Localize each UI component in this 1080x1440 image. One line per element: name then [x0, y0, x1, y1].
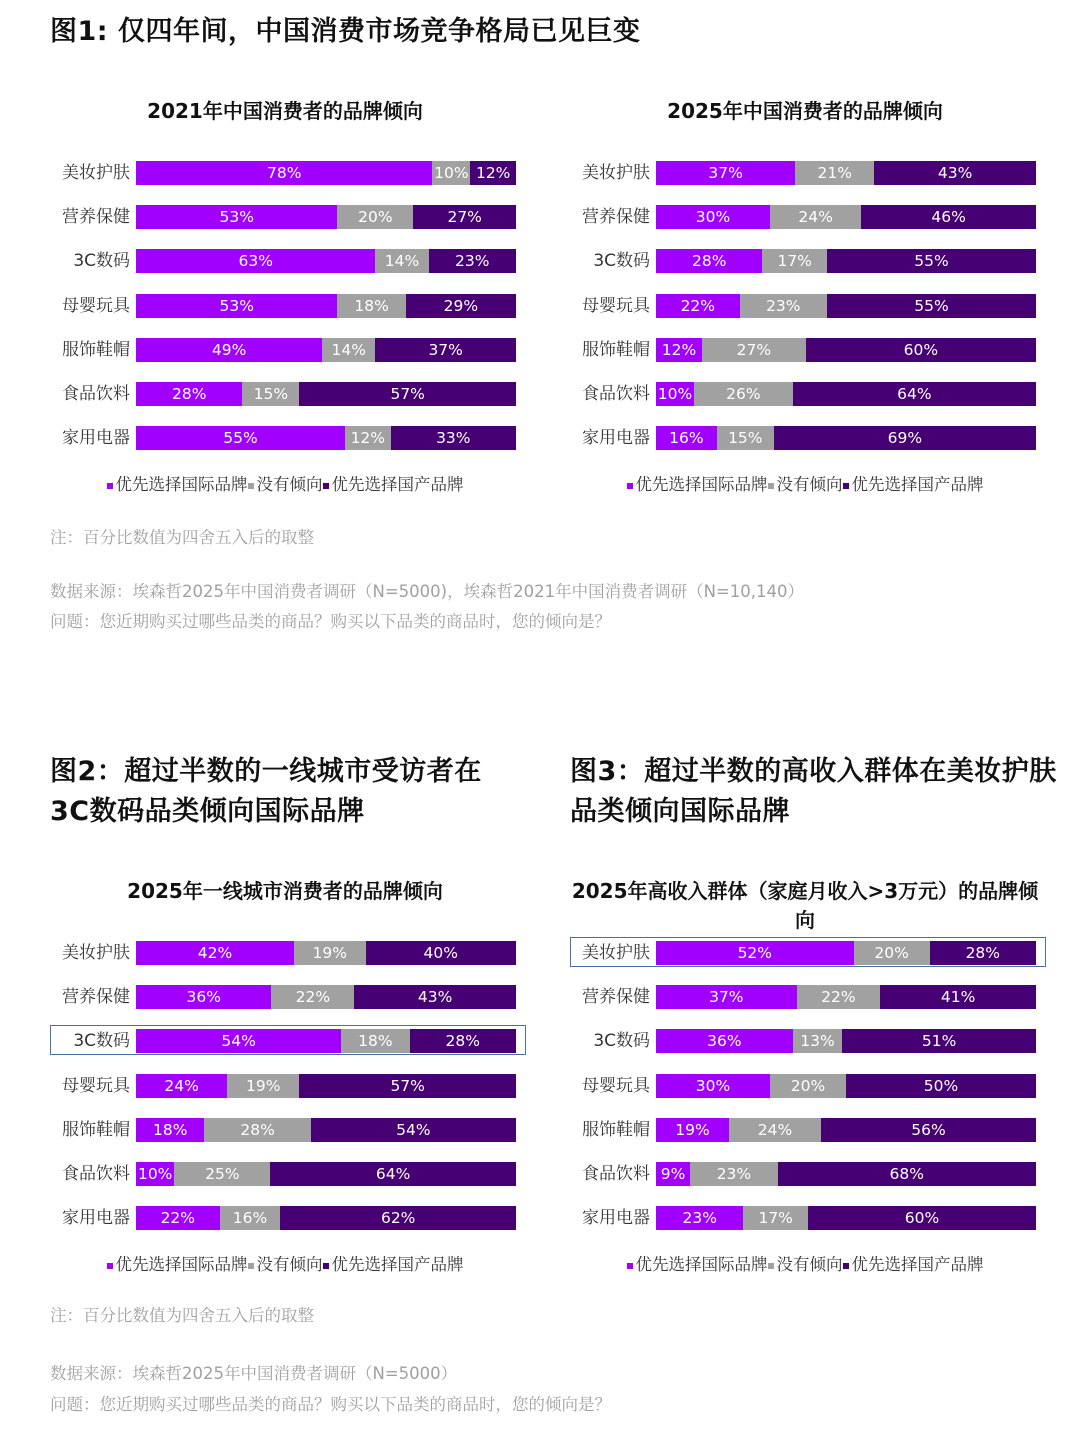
- bar-row: [50, 941, 520, 965]
- intl-segment: 53%: [136, 294, 337, 318]
- bar-row: [50, 338, 520, 362]
- legend-item: [768, 471, 843, 495]
- stacked-bar: [656, 1206, 1036, 1230]
- category-label: 服饰鞋帽: [62, 339, 130, 360]
- legend-item: [107, 471, 248, 495]
- none-segment: 17%: [762, 249, 827, 273]
- category-label: 3C数码: [73, 251, 130, 272]
- intl-segment: 49%: [136, 338, 322, 362]
- legend-swatch: [843, 1263, 849, 1269]
- stacked-bar: [136, 1162, 516, 1186]
- none-segment: 27%: [702, 338, 806, 362]
- dom-segment: 64%: [270, 1162, 516, 1186]
- intl-segment: 42%: [136, 941, 294, 965]
- legend-label: 优先选择国产品牌: [331, 1255, 464, 1275]
- bar-row: [570, 205, 1040, 229]
- none-segment: 12%: [345, 426, 391, 450]
- none-segment: 18%: [337, 294, 405, 318]
- bar-row: [50, 205, 520, 229]
- stacked-bar: [136, 1118, 516, 1142]
- stacked-bar: [136, 161, 516, 185]
- dom-segment: 55%: [827, 249, 1036, 273]
- dom-segment: 27%: [413, 205, 516, 229]
- intl-segment: 30%: [656, 205, 770, 229]
- legend: [50, 471, 520, 495]
- stacked-bar: [136, 249, 516, 273]
- bar-row: [570, 1206, 1040, 1230]
- intl-segment: 30%: [656, 1074, 770, 1098]
- stacked-bar: [656, 161, 1036, 185]
- chart-title: 2025年高收入群体（家庭月收入>3万元）的品牌倾向: [571, 879, 1039, 932]
- chart-title: 2025年中国消费者的品牌倾向: [667, 99, 943, 123]
- dom-segment: 60%: [808, 1206, 1036, 1230]
- legend-label: 优先选择国际品牌: [635, 1255, 768, 1275]
- category-label: 3C数码: [73, 1031, 130, 1052]
- legend-swatch: [107, 1263, 113, 1269]
- stacked-bar: [656, 294, 1036, 318]
- dom-segment: 28%: [410, 1029, 516, 1053]
- legend-item: [248, 471, 323, 495]
- none-segment: 22%: [797, 985, 881, 1009]
- legend-swatch: [248, 1263, 254, 1269]
- bar-row: [50, 1029, 520, 1053]
- dom-segment: 43%: [354, 985, 516, 1009]
- none-segment: 21%: [795, 161, 874, 185]
- intl-segment: 28%: [656, 249, 762, 273]
- legend-swatch: [323, 1263, 329, 1269]
- category-label: 服饰鞋帽: [582, 1119, 650, 1140]
- intl-segment: 22%: [136, 1206, 220, 1230]
- dom-segment: 62%: [280, 1206, 516, 1230]
- intl-segment: 37%: [656, 161, 795, 185]
- category-label: 家用电器: [582, 1208, 650, 1229]
- figure1-question: 问题：您近期购买过哪些品类的商品？购买以下品类的商品时，您的倾向是？: [50, 612, 611, 631]
- bar-row: [50, 985, 520, 1009]
- intl-segment: 12%: [656, 338, 702, 362]
- none-segment: 20%: [770, 1074, 846, 1098]
- none-segment: 14%: [322, 338, 375, 362]
- bar-row: [50, 294, 520, 318]
- legend-item: [627, 471, 768, 495]
- legend-swatch: [627, 1263, 633, 1269]
- stacked-bar: [656, 1118, 1036, 1142]
- legend-swatch: [248, 483, 254, 489]
- legend-swatch: [768, 483, 774, 489]
- intl-segment: 53%: [136, 205, 337, 229]
- legend: [50, 1251, 520, 1275]
- intl-segment: 23%: [656, 1206, 743, 1230]
- intl-segment: 78%: [136, 161, 432, 185]
- intl-segment: 37%: [656, 985, 797, 1009]
- stacked-bar: [656, 985, 1036, 1009]
- figure2-title: [50, 752, 482, 832]
- intl-segment: 22%: [656, 294, 740, 318]
- intl-segment: 28%: [136, 382, 242, 406]
- legend-label: 没有倾向: [776, 475, 843, 495]
- category-label: 营养保健: [62, 207, 130, 228]
- stacked-bar: [656, 205, 1036, 229]
- none-segment: 10%: [432, 161, 470, 185]
- bar-row: [570, 1029, 1040, 1053]
- figure3-title: [570, 752, 1057, 832]
- none-segment: 18%: [341, 1029, 409, 1053]
- legend-item: [248, 1251, 323, 1275]
- dom-segment: 68%: [778, 1162, 1036, 1186]
- none-segment: 25%: [174, 1162, 270, 1186]
- bar-row: [570, 294, 1040, 318]
- bar-row: [570, 941, 1040, 965]
- intl-segment: 52%: [656, 941, 854, 965]
- legend-label: 优先选择国产品牌: [331, 475, 464, 495]
- category-label: 3C数码: [593, 251, 650, 272]
- intl-segment: 9%: [656, 1162, 690, 1186]
- figure1-title: 图1: 仅四年间，中国消费市场竞争格局已见巨变: [50, 16, 641, 47]
- intl-segment: 63%: [136, 249, 375, 273]
- dom-segment: 12%: [470, 161, 516, 185]
- stacked-bar: [136, 205, 516, 229]
- bar-row: [50, 161, 520, 185]
- bar-row: [50, 1074, 520, 1098]
- figure1-note: 注：百分比数值为四舍五入后的取整: [50, 528, 314, 547]
- category-label: 营养保健: [62, 987, 130, 1008]
- stacked-bar: [136, 1074, 516, 1098]
- category-label: 食品饮料: [582, 1164, 650, 1184]
- legend-label: 没有倾向: [776, 1255, 843, 1275]
- dom-segment: 51%: [842, 1029, 1036, 1053]
- none-segment: 16%: [220, 1206, 281, 1230]
- category-label: 营养保健: [582, 987, 650, 1008]
- bottom-note: 注：百分比数值为四舍五入后的取整: [50, 1306, 314, 1325]
- category-label: 母婴玩具: [582, 1075, 650, 1096]
- legend-label: 优先选择国际品牌: [635, 475, 768, 495]
- legend-item: [323, 471, 464, 495]
- dom-segment: 60%: [806, 338, 1036, 362]
- dom-segment: 46%: [861, 205, 1036, 229]
- legend-label: 优先选择国产品牌: [851, 475, 984, 495]
- chart-2025-brand-preference: [570, 95, 1040, 515]
- intl-segment: 10%: [656, 382, 694, 406]
- bar-row: [570, 1118, 1040, 1142]
- bottom-question: 问题：您近期购买过哪些品类的商品？购买以下品类的商品时，您的倾向是？: [50, 1395, 611, 1414]
- dom-segment: 28%: [930, 941, 1036, 965]
- stacked-bar: [136, 338, 516, 362]
- bottom-source: 数据来源：埃森哲2025年中国消费者调研（N=5000）: [50, 1364, 458, 1383]
- none-segment: 22%: [271, 985, 354, 1009]
- bar-row: [50, 1118, 520, 1142]
- none-segment: 20%: [854, 941, 930, 965]
- legend-swatch: [107, 483, 113, 489]
- category-label: 家用电器: [62, 1208, 130, 1229]
- category-label: 食品饮料: [582, 384, 650, 404]
- stacked-bar: [656, 1029, 1036, 1053]
- legend-swatch: [768, 1263, 774, 1269]
- category-label: 美妆护肤: [62, 943, 130, 963]
- bar-row: [50, 426, 520, 450]
- none-segment: 24%: [770, 205, 861, 229]
- category-label: 美妆护肤: [582, 163, 650, 183]
- legend-item: [768, 1251, 843, 1275]
- category-label: 家用电器: [582, 428, 650, 449]
- legend-item: [107, 1251, 248, 1275]
- bar-row: [570, 249, 1040, 273]
- chart-title: 2021年中国消费者的品牌倾向: [147, 99, 423, 123]
- stacked-bar: [656, 249, 1036, 273]
- intl-segment: 36%: [656, 1029, 793, 1053]
- category-label: 营养保健: [582, 207, 650, 228]
- dom-segment: 43%: [874, 161, 1036, 185]
- stacked-bar: [136, 382, 516, 406]
- bar-row: [570, 338, 1040, 362]
- dom-segment: 29%: [406, 294, 516, 318]
- legend-item: [627, 1251, 768, 1275]
- stacked-bar: [136, 1206, 516, 1230]
- chart-title: 2025年一线城市消费者的品牌倾向: [127, 879, 443, 903]
- bar-row: [570, 1074, 1040, 1098]
- dom-segment: 33%: [391, 426, 516, 450]
- figure3-title-line1: 图3：超过半数的高收入群体在美妆护肤: [570, 756, 1057, 787]
- none-segment: 14%: [375, 249, 428, 273]
- legend-item: [843, 471, 984, 495]
- category-label: 食品饮料: [62, 384, 130, 404]
- none-segment: 23%: [690, 1162, 777, 1186]
- stacked-bar: [136, 1029, 516, 1053]
- none-segment: 17%: [743, 1206, 808, 1230]
- chart-2021-brand-preference: [50, 95, 520, 515]
- category-label: 家用电器: [62, 428, 130, 449]
- figure3-title-line2: 品类倾向国际品牌: [570, 796, 790, 827]
- dom-segment: 64%: [793, 382, 1036, 406]
- figure1-source: 数据来源：埃森哲2025年中国消费者调研（N=5000)，埃森哲2021年中国消费者调研（N=10,140）: [50, 582, 804, 601]
- stacked-bar: [656, 338, 1036, 362]
- bar-row: [50, 382, 520, 406]
- category-label: 母婴玩具: [62, 295, 130, 316]
- stacked-bar: [136, 985, 516, 1009]
- dom-segment: 54%: [311, 1118, 516, 1142]
- legend-swatch: [627, 483, 633, 489]
- legend-label: 没有倾向: [256, 1255, 323, 1275]
- category-label: 美妆护肤: [62, 163, 130, 183]
- legend-swatch: [323, 483, 329, 489]
- figure2-title-line1: 图2：超过半数的一线城市受访者在: [50, 756, 482, 787]
- stacked-bar: [656, 1074, 1036, 1098]
- category-label: 食品饮料: [62, 1164, 130, 1184]
- dom-segment: 50%: [846, 1074, 1036, 1098]
- legend-label: 优先选择国际品牌: [115, 1255, 248, 1275]
- intl-segment: 10%: [136, 1162, 174, 1186]
- intl-segment: 36%: [136, 985, 271, 1009]
- bar-row: [570, 161, 1040, 185]
- intl-segment: 16%: [656, 426, 717, 450]
- figure2-title-line2: 3C数码品类倾向国际品牌: [50, 796, 365, 827]
- bar-row: [570, 426, 1040, 450]
- dom-segment: 55%: [827, 294, 1036, 318]
- bar-row: [570, 985, 1040, 1009]
- intl-segment: 24%: [136, 1074, 227, 1098]
- stacked-bar: [136, 941, 516, 965]
- none-segment: 28%: [204, 1118, 310, 1142]
- none-segment: 15%: [242, 382, 299, 406]
- category-label: 母婴玩具: [582, 295, 650, 316]
- bar-row: [570, 382, 1040, 406]
- dom-segment: 40%: [366, 941, 516, 965]
- none-segment: 19%: [294, 941, 365, 965]
- intl-segment: 54%: [136, 1029, 341, 1053]
- chart-2025-tier1-brand-preference: [50, 875, 520, 1295]
- stacked-bar: [656, 426, 1036, 450]
- intl-segment: 55%: [136, 426, 345, 450]
- none-segment: 23%: [740, 294, 827, 318]
- dom-segment: 69%: [774, 426, 1036, 450]
- stacked-bar: [656, 941, 1036, 965]
- legend-label: 优先选择国产品牌: [851, 1255, 984, 1275]
- dom-segment: 41%: [880, 985, 1036, 1009]
- legend-label: 没有倾向: [256, 475, 323, 495]
- legend-swatch: [843, 483, 849, 489]
- dom-segment: 56%: [821, 1118, 1036, 1142]
- none-segment: 19%: [227, 1074, 299, 1098]
- legend-item: [843, 1251, 984, 1275]
- category-label: 服饰鞋帽: [62, 1119, 130, 1140]
- none-segment: 13%: [793, 1029, 842, 1053]
- bar-row: [50, 1206, 520, 1230]
- dom-segment: 23%: [429, 249, 516, 273]
- stacked-bar: [136, 294, 516, 318]
- stacked-bar: [656, 382, 1036, 406]
- legend-item: [323, 1251, 464, 1275]
- none-segment: 24%: [729, 1118, 821, 1142]
- chart-2025-high-income-brand-preference: [570, 875, 1040, 1295]
- legend: [570, 471, 1040, 495]
- none-segment: 15%: [717, 426, 774, 450]
- dom-segment: 57%: [299, 382, 516, 406]
- stacked-bar: [656, 1162, 1036, 1186]
- category-label: 美妆护肤: [582, 943, 650, 963]
- stacked-bar: [136, 426, 516, 450]
- bar-row: [50, 249, 520, 273]
- legend: [570, 1251, 1040, 1275]
- none-segment: 20%: [337, 205, 413, 229]
- intl-segment: 19%: [656, 1118, 729, 1142]
- intl-segment: 18%: [136, 1118, 204, 1142]
- category-label: 3C数码: [593, 1031, 650, 1052]
- legend-label: 优先选择国际品牌: [115, 475, 248, 495]
- dom-segment: 57%: [299, 1074, 516, 1098]
- category-label: 母婴玩具: [62, 1075, 130, 1096]
- dom-segment: 37%: [375, 338, 516, 362]
- none-segment: 26%: [694, 382, 793, 406]
- bar-row: [50, 1162, 520, 1186]
- category-label: 服饰鞋帽: [582, 339, 650, 360]
- bar-row: [570, 1162, 1040, 1186]
